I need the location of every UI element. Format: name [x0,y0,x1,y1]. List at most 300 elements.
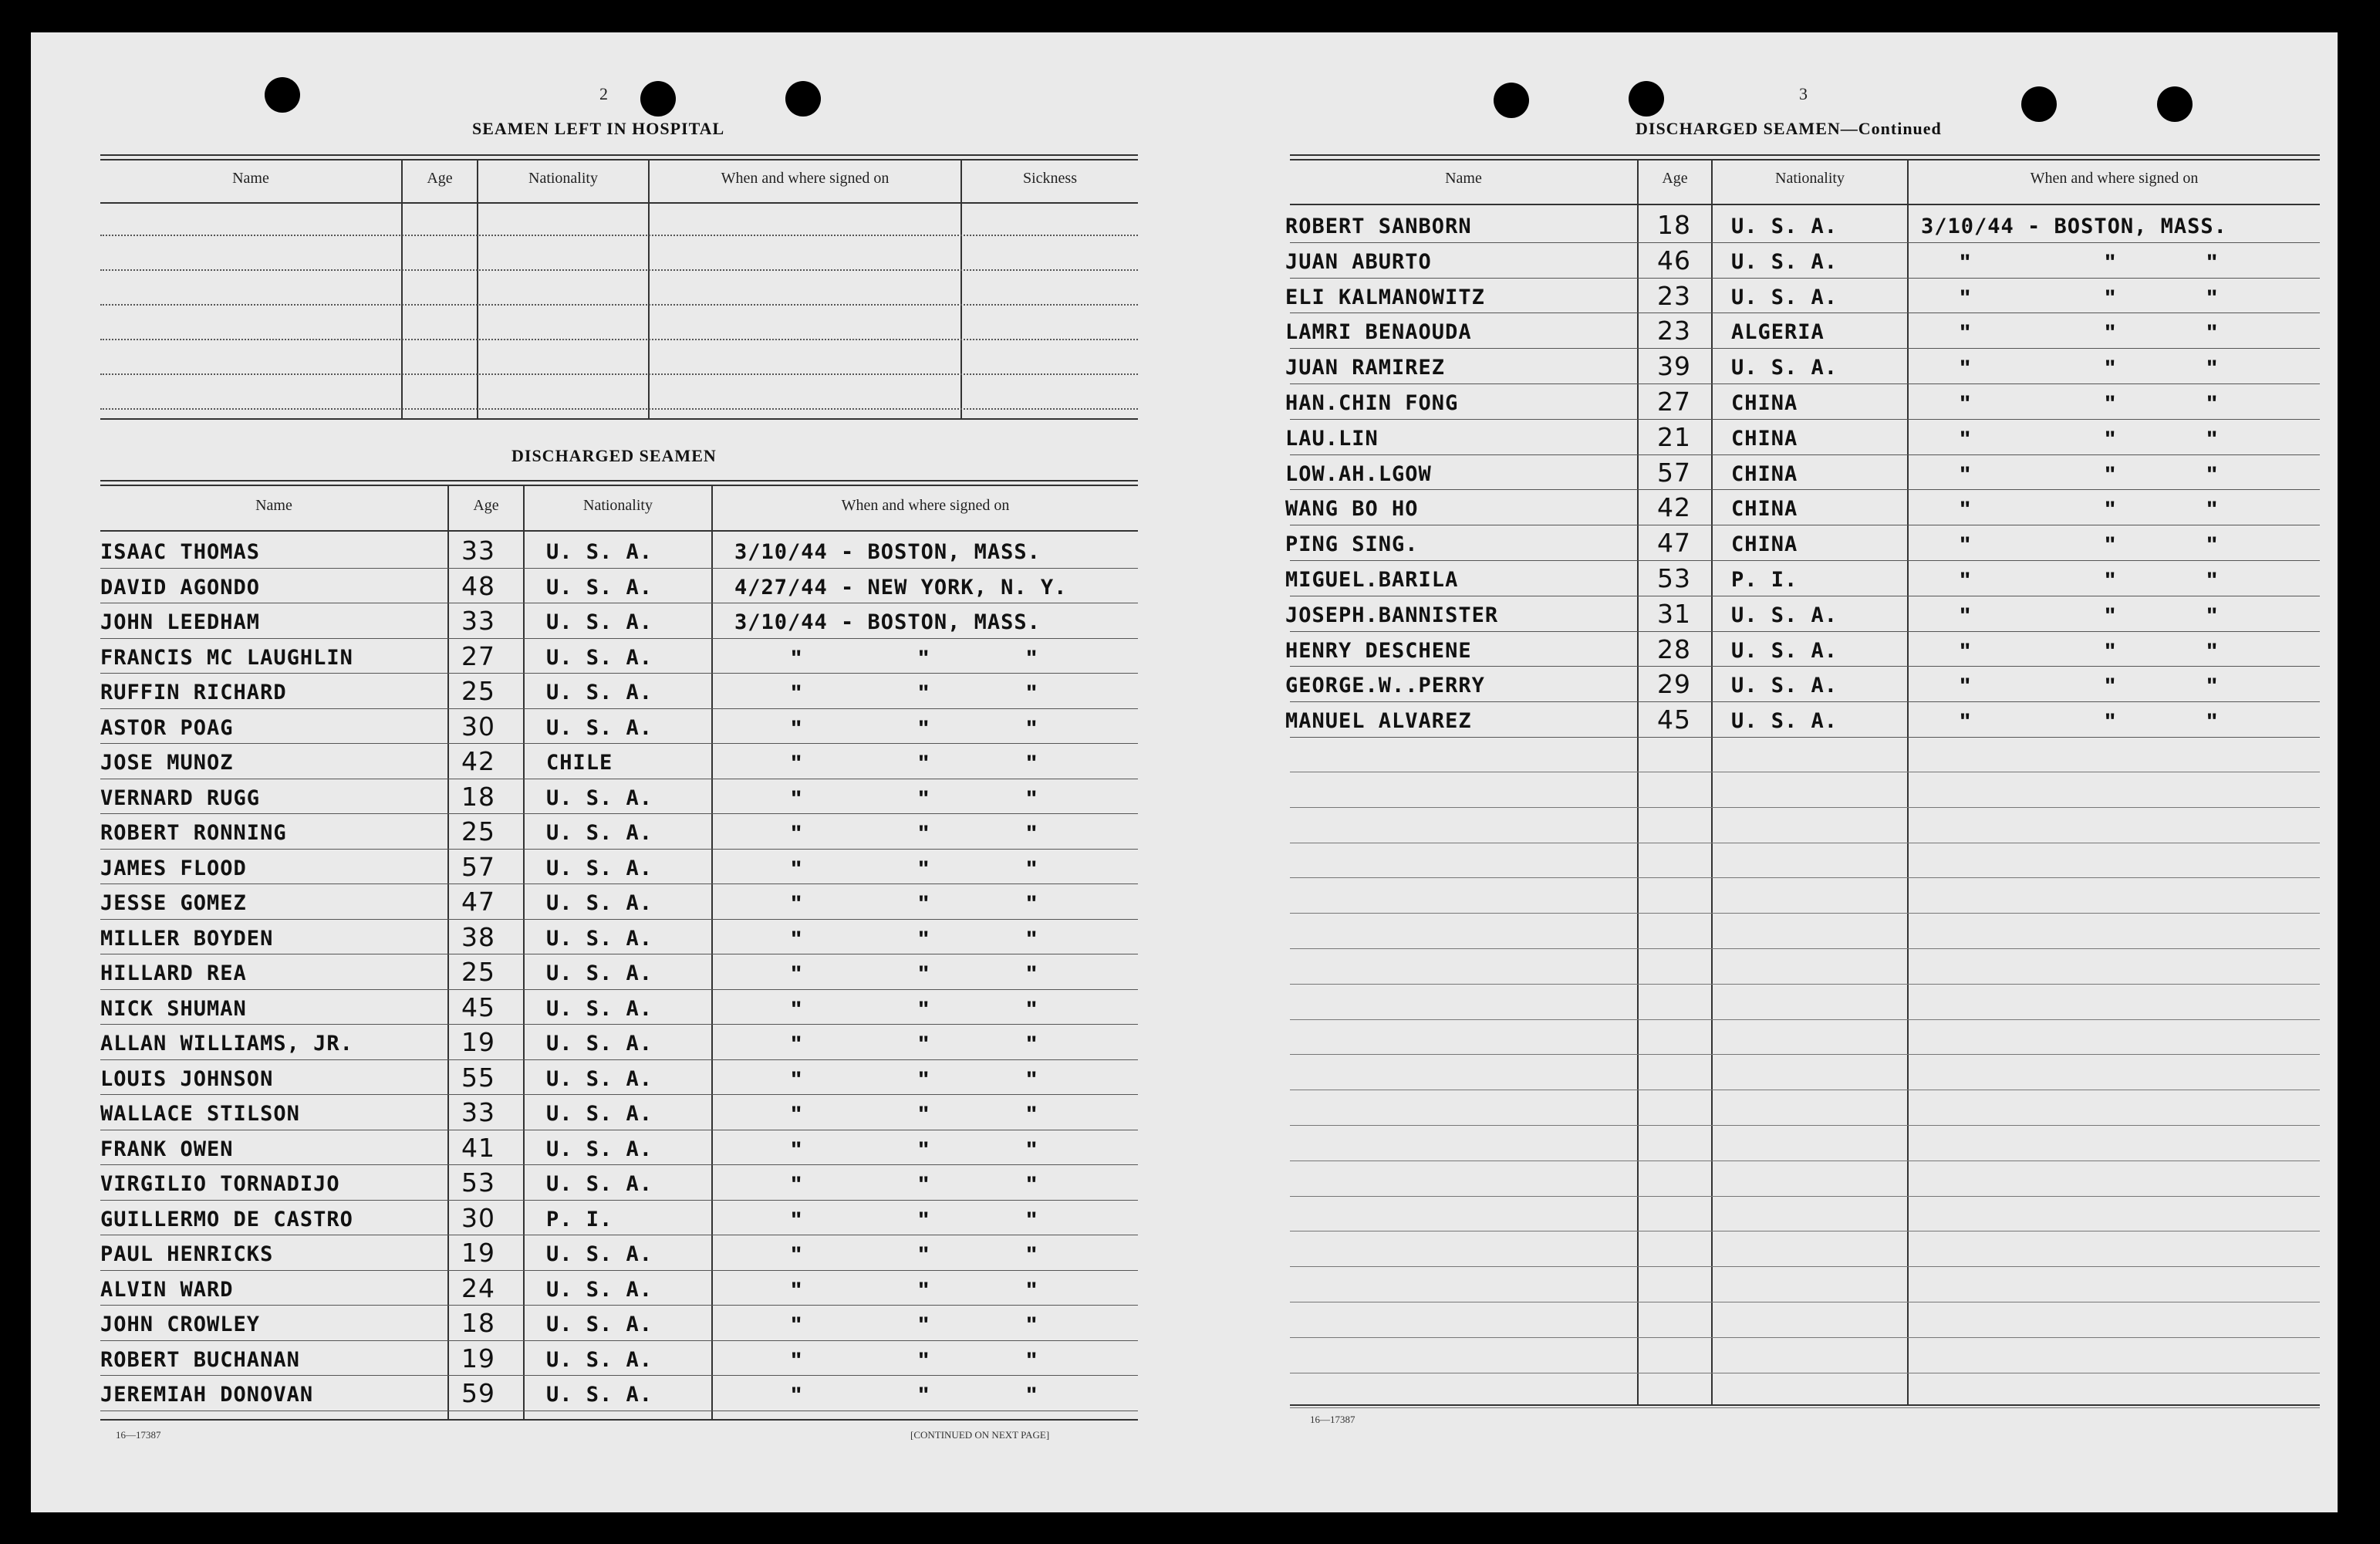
column-header: Age [473,497,499,514]
discharged-section-title: DISCHARGED SEAMEN [511,446,717,465]
row-line [100,743,1138,744]
table-row [1219,316,2338,350]
row-line [100,1200,1138,1201]
ditto-mark: " [918,786,930,812]
table-row [1219,563,2338,598]
seaman-nationality: U. S. A. [1731,603,1838,627]
ditto-mark: " [1026,821,1038,846]
seaman-name: PAUL HENRICKS [100,1242,274,1266]
ditto-mark: " [1026,681,1038,706]
form-number: 16—17387 [1310,1414,1355,1425]
ditto-mark: " [918,1347,930,1373]
seaman-nationality: P. I. [1731,568,1798,592]
seaman-name: ROBERT SANBORN [1285,215,1472,238]
seaman-age: 19 [461,1027,495,1057]
ditto-mark: " [1026,1347,1038,1373]
ditto-mark: " [791,1242,802,1268]
ditto-mark: " [2105,249,2116,275]
blank-row-line [1290,1196,2320,1197]
ditto-mark: " [1026,751,1038,776]
ditto-mark: " [1026,996,1038,1022]
ditto-mark: " [1960,638,1971,664]
row-line [1290,383,2320,384]
seaman-nationality: U. S. A. [546,1313,653,1336]
ditto-mark: " [2105,603,2116,629]
ditto-mark: " [791,821,802,846]
ditto-mark: " [1960,426,1971,452]
ditto-mark: " [918,856,930,882]
seaman-nationality: P. I. [546,1207,613,1231]
ditto-mark: " [1960,391,1971,417]
seaman-nationality: ALGERIA [1731,320,1825,345]
table-row [31,782,1149,816]
ditto-mark: " [2105,568,2116,593]
ditto-mark: " [791,856,802,882]
ditto-mark: " [1960,532,1971,559]
seaman-age: 18 [1657,210,1691,240]
column-header: When and where signed on [2030,170,2199,187]
page-number: 3 [1799,84,1808,103]
seaman-nationality: U. S. A. [546,1102,653,1126]
seaman-nationality: U. S. A. [1731,356,1838,380]
seaman-name: HILLARD REA [100,961,247,985]
blank-row-line [100,339,1138,340]
table-row [1219,387,2338,421]
column-header: Age [427,170,453,187]
seaman-nationality: U. S. A. [546,961,653,985]
seaman-name: JOSE MUNOZ [100,751,234,775]
table-rule [100,159,1138,160]
table-rule [1290,154,2320,156]
ditto-mark: " [1026,926,1038,952]
seaman-age: 55 [461,1062,495,1093]
seaman-name: JAMES FLOOD [100,856,247,880]
ditto-mark: " [791,1066,802,1093]
ditto-mark: " [2105,532,2116,559]
blank-row-line [100,304,1138,306]
table-row [31,746,1149,781]
ditto-mark: " [1026,1102,1038,1127]
row-line [1290,278,2320,279]
seaman-age: 47 [1657,528,1691,559]
seaman-nationality: U. S. A. [546,1066,653,1091]
row-line [100,1024,1138,1025]
table-rule [100,418,1138,420]
seaman-name: JESSE GOMEZ [100,891,247,915]
row-line [1290,348,2320,349]
seaman-nationality: U. S. A. [1731,638,1838,663]
ditto-mark: " [918,1137,930,1163]
ditto-mark: " [791,1102,802,1127]
table-row [31,1097,1149,1132]
blank-row-line [100,269,1138,271]
table-row [1219,351,2338,386]
seaman-age: 19 [461,1343,495,1373]
seaman-age: 23 [1657,280,1691,311]
seaman-name: GUILLERMO DE CASTRO [100,1207,353,1231]
ditto-mark: " [1960,709,1971,735]
ditto-mark: " [2105,320,2116,346]
ditto-mark: " [918,996,930,1022]
ditto-mark: " [791,1383,802,1408]
ditto-mark: " [2105,391,2116,417]
ditto-mark: " [791,961,802,987]
blank-row-line [100,373,1138,375]
seaman-age: 31 [1657,598,1691,629]
seaman-name: PING SING. [1285,532,1419,557]
ditto-mark: " [918,1066,930,1093]
ditto-mark: " [1026,961,1038,987]
ditto-mark: " [791,1313,802,1338]
seaman-name: HAN.CHIN FONG [1285,391,1459,415]
table-row [1219,492,2338,527]
table-row [1219,599,2338,633]
column-divider [401,159,403,418]
ditto-mark: " [1960,568,1971,593]
column-header: When and where signed on [841,497,1010,514]
ditto-mark: " [791,1137,802,1163]
table-rule [100,480,1138,481]
seaman-name: MANUEL ALVAREZ [1285,709,1472,734]
table-row [31,711,1149,746]
seaman-nationality: U. S. A. [546,856,653,880]
ditto-mark: " [918,891,930,917]
table-row [31,571,1149,606]
row-line [100,708,1138,709]
table-row [1219,245,2338,280]
row-line [100,1094,1138,1095]
seaman-name: GEORGE.W..PERRY [1285,674,1485,698]
table-row [1219,458,2338,492]
ditto-mark: " [918,1207,930,1233]
seaman-name: LOUIS JOHNSON [100,1066,274,1091]
seaman-name: LOW.AH.LGOW [1285,461,1432,486]
row-line [100,919,1138,920]
seaman-nationality: CHINA [1731,497,1798,522]
ditto-mark: " [1026,856,1038,882]
seaman-nationality: U. S. A. [1731,709,1838,734]
column-divider [960,159,962,418]
ditto-mark: " [2206,285,2218,311]
table-rule [1290,159,2320,160]
column-header: Nationality [528,170,598,187]
table-row [1219,669,2338,704]
column-header: Name [255,497,292,514]
seaman-age: 24 [461,1272,495,1303]
ditto-mark: " [2105,285,2116,311]
seaman-nationality: CHINA [1731,426,1798,451]
seaman-nationality: U. S. A. [546,575,653,600]
ditto-mark: " [918,1277,930,1303]
seaman-name: ALVIN WARD [100,1277,234,1302]
row-line [1290,242,2320,243]
seaman-age: 45 [1657,704,1691,735]
seaman-age: 30 [461,711,495,742]
row-line [1290,419,2320,420]
seaman-name: HENRY DESCHENE [1285,638,1472,663]
ditto-mark: " [2206,461,2218,488]
seaman-name: FRANK OWEN [100,1137,234,1161]
seaman-age: 46 [1657,245,1691,275]
blank-row-line [1290,1019,2320,1020]
ditto-mark: " [918,1102,930,1127]
table-row [31,992,1149,1027]
row-line [100,1305,1138,1306]
ditto-mark: " [791,891,802,917]
blank-row-line [1290,1266,2320,1267]
ditto-mark: " [2105,426,2116,452]
seaman-nationality: CHINA [1731,461,1798,486]
seaman-name: NICK SHUMAN [100,996,247,1021]
seaman-name: ALLAN WILLIAMS, JR. [100,1032,353,1056]
page-number: 2 [599,84,608,103]
ditto-mark: " [918,961,930,987]
seaman-nationality: CHINA [1731,391,1798,415]
ditto-mark: " [918,1242,930,1268]
blank-row-line [1290,1125,2320,1126]
column-header: Age [1662,170,1688,187]
row-line [100,989,1138,990]
ditto-mark: " [2206,603,2218,629]
seaman-age: 27 [1657,387,1691,417]
row-line [100,1164,1138,1165]
row-line [1290,631,2320,632]
row-line [100,1375,1138,1376]
seaman-nationality: U. S. A. [546,715,653,740]
column-header: Name [1445,170,1482,187]
blank-row-line [100,408,1138,410]
row-line [1290,560,2320,561]
blank-row-line [1290,948,2320,949]
table-row [1219,634,2338,669]
seaman-name: LAMRI BENAOUDA [1285,320,1472,345]
blank-row-line [1290,984,2320,985]
ditto-mark: " [791,926,802,952]
table-row [31,922,1149,957]
seaman-nationality: U. S. A. [546,540,653,564]
ditto-mark: " [1960,461,1971,488]
ditto-mark: " [918,1383,930,1408]
table-row [31,1167,1149,1202]
column-divider [648,159,650,418]
seaman-name: JOHN LEEDHAM [100,610,261,634]
row-line [100,673,1138,674]
seaman-age: 25 [461,957,495,987]
seaman-age: 41 [461,1132,495,1163]
seaman-name: ROBERT BUCHANAN [100,1347,300,1372]
signed-on-entry: 3/10/44 - BOSTON, MASS. [734,540,1041,564]
row-line [100,813,1138,814]
seaman-age: 42 [461,746,495,776]
ditto-mark: " [791,645,802,671]
seaman-name: ROBERT RONNING [100,821,287,845]
ditto-mark: " [791,715,802,742]
ditto-mark: " [918,1172,930,1198]
seaman-name: VERNARD RUGG [100,786,261,810]
ditto-mark: " [2206,497,2218,523]
table-row [1219,422,2338,457]
seaman-nationality: U. S. A. [546,996,653,1021]
table-rule [1290,1404,2320,1406]
seaman-age: 21 [1657,421,1691,452]
seaman-age: 33 [461,1097,495,1127]
seaman-age: 45 [461,992,495,1022]
seaman-age: 18 [461,781,495,812]
form-number: 16—17387 [116,1429,161,1441]
blank-row-line [1290,1407,2320,1408]
ditto-mark: " [1960,320,1971,346]
seaman-nationality: U. S. A. [546,1277,653,1302]
continued-note: [CONTINUED ON NEXT PAGE] [910,1429,1050,1441]
seaman-nationality: U. S. A. [546,1172,653,1196]
seaman-name: JUAN ABURTO [1285,249,1432,274]
seaman-name: MIGUEL.BARILA [1285,568,1459,592]
ledger-sheet [31,32,2338,1512]
table-row [31,1378,1149,1413]
table-row [1219,281,2338,316]
ditto-mark: " [918,645,930,671]
blank-row-line [1290,913,2320,914]
table-row [31,1027,1149,1062]
ditto-mark: " [1026,1383,1038,1408]
seaman-age: 42 [1657,492,1691,523]
seaman-nationality: U. S. A. [546,1032,653,1056]
ditto-mark: " [1026,1313,1038,1338]
ditto-mark: " [2206,532,2218,559]
column-header: Nationality [583,497,653,514]
column-header: When and where signed on [721,170,890,187]
seaman-age: 33 [461,536,495,566]
row-line [100,568,1138,569]
ditto-mark: " [2206,249,2218,275]
table-row [31,1308,1149,1343]
seaman-age: 28 [1657,633,1691,664]
seaman-name: VIRGILIO TORNADIJO [100,1172,340,1196]
seaman-age: 39 [1657,351,1691,382]
ditto-mark: " [918,1313,930,1338]
ditto-mark: " [2206,391,2218,417]
continued-section-title: DISCHARGED SEAMEN—Continued [1636,119,1942,138]
seaman-name: RUFFIN RICHARD [100,681,287,704]
table-rule [100,1419,1138,1421]
ditto-mark: " [1026,715,1038,742]
ditto-mark: " [1960,603,1971,629]
ditto-mark: " [791,751,802,776]
ditto-mark: " [1026,1137,1038,1163]
ditto-mark: " [791,1172,802,1198]
blank-row-line [1290,807,2320,808]
seaman-age: 25 [461,676,495,706]
ditto-mark: " [1960,285,1971,311]
ditto-mark: " [2206,709,2218,735]
ditto-mark: " [2105,709,2116,735]
right-page [1219,32,2338,1512]
table-row [1219,528,2338,563]
table-row [31,641,1149,676]
ditto-mark: " [1026,786,1038,812]
ditto-mark: " [1026,891,1038,917]
seaman-name: WANG BO HO [1285,497,1419,522]
ditto-mark: " [1960,249,1971,275]
signed-on-entry: 3/10/44 - BOSTON, MASS. [734,610,1041,634]
table-row [31,1273,1149,1308]
seaman-age: 47 [461,887,495,917]
ditto-mark: " [2206,638,2218,664]
table-row [1219,704,2338,739]
seaman-nationality: U. S. A. [1731,249,1838,274]
seaman-nationality: U. S. A. [1731,285,1838,309]
seaman-age: 38 [461,921,495,952]
seaman-nationality: CHILE [546,751,613,775]
row-line [100,1340,1138,1341]
ditto-mark: " [1026,1207,1038,1233]
ditto-mark: " [918,751,930,776]
left-page [31,32,1149,1512]
seaman-nationality: U. S. A. [546,1242,653,1266]
table-row [31,606,1149,640]
table-rule [100,154,1138,156]
seaman-nationality: U. S. A. [546,681,653,704]
blank-row-line [1290,1337,2320,1338]
seaman-nationality: CHINA [1731,532,1798,557]
seaman-name: MILLER BOYDEN [100,926,274,951]
seaman-age: 25 [461,816,495,846]
table-row [31,1238,1149,1272]
seaman-age: 23 [1657,316,1691,346]
seaman-nationality: U. S. A. [546,610,653,634]
ditto-mark: " [1960,356,1971,382]
row-line [1290,489,2320,490]
ditto-mark: " [918,1032,930,1057]
table-row [1219,210,2338,245]
seaman-age: 29 [1657,669,1691,700]
seaman-name: ASTOR POAG [100,715,234,740]
seaman-nationality: U. S. A. [546,786,653,810]
seaman-age: 33 [461,606,495,636]
table-rule [100,485,1138,486]
row-line [1290,666,2320,667]
blank-row-line [1290,1054,2320,1055]
seaman-nationality: U. S. A. [546,1137,653,1161]
ditto-mark: " [2105,497,2116,523]
table-rule [100,202,1138,204]
column-divider [477,159,478,418]
row-line [100,849,1138,850]
row-line [1290,454,2320,455]
table-row [31,536,1149,570]
seaman-nationality: U. S. A. [546,1347,653,1372]
table-row [31,1343,1149,1378]
hospital-section-title: SEAMEN LEFT IN HOSPITAL [472,119,725,138]
ditto-mark: " [1960,674,1971,700]
ditto-mark: " [2105,638,2116,664]
table-row [31,957,1149,992]
seaman-name: JOHN CROWLEY [100,1313,261,1336]
table-row [31,1063,1149,1097]
table-row [31,1133,1149,1167]
seaman-nationality: U. S. A. [546,926,653,951]
ditto-mark: " [2206,674,2218,700]
seaman-age: 30 [461,1202,495,1233]
seaman-nationality: U. S. A. [1731,215,1838,238]
seaman-age: 18 [461,1308,495,1338]
table-row [31,676,1149,711]
ditto-mark: " [791,1207,802,1233]
blank-row-line [100,235,1138,236]
ditto-mark: " [1026,645,1038,671]
row-line [1290,737,2320,738]
ditto-mark: " [791,1032,802,1057]
